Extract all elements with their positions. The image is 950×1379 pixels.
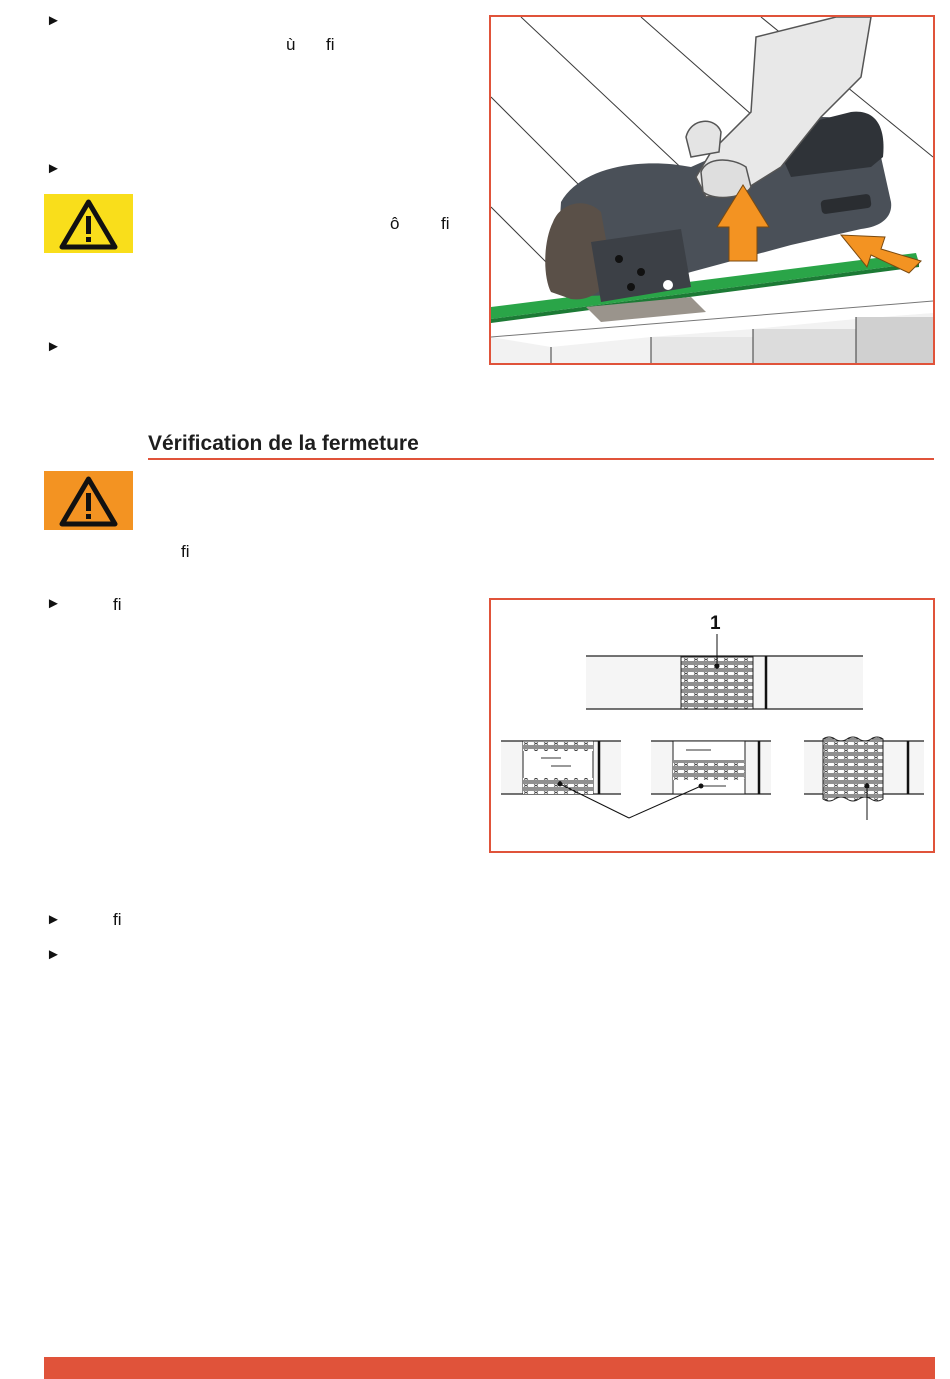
section-title-rule	[148, 458, 934, 460]
bullet-marker: ►	[46, 595, 61, 612]
figure-tool-illustration	[489, 15, 935, 365]
bullet-marker: ►	[46, 946, 61, 963]
bullet-marker: ►	[46, 12, 61, 29]
text-fragment: ù	[286, 35, 296, 54]
text-fragment: fi	[113, 910, 122, 929]
section-title: Vérification de la fermeture	[148, 432, 419, 455]
seal-drawing	[491, 600, 933, 851]
text-fragment: ô	[390, 214, 400, 233]
footer-bar	[44, 1357, 935, 1379]
warning-triangle-icon	[44, 471, 133, 530]
bullet-marker: ►	[46, 911, 61, 928]
text-fragment: fi	[441, 214, 450, 233]
text-fragment: fi	[113, 595, 122, 614]
bullet-marker: ►	[46, 338, 61, 355]
warning-caution-box	[44, 194, 133, 253]
tool-drawing	[491, 17, 933, 363]
text-fragment: fi	[326, 35, 335, 54]
callout-label: 1	[710, 613, 721, 634]
bullet-marker: ►	[46, 160, 61, 177]
warning-triangle-icon	[44, 194, 133, 253]
figure-seal-inspection	[489, 598, 935, 853]
warning-box	[44, 471, 133, 530]
text-fragment: fi	[181, 542, 190, 561]
